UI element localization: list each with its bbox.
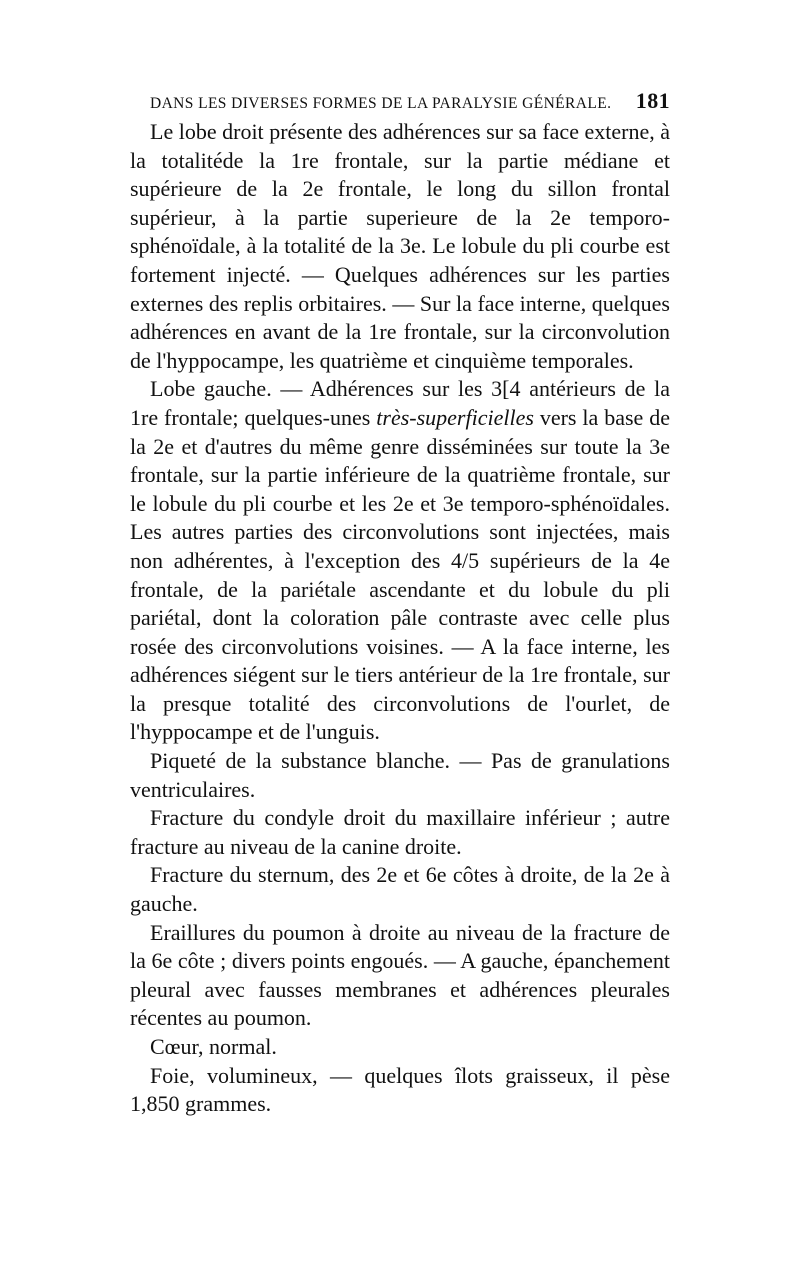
paragraph-lobe-gauche bbox=[130, 375, 670, 747]
paragraph-substance-blanche bbox=[130, 747, 670, 804]
running-header bbox=[150, 88, 670, 114]
paragraph-text: Eraillures du poumon à droite au niveau de la fracture de la 6e côte ; divers points engoués. — A gauche, épanchement pleural avec fausses membranes et adhérences pleurales récentes au poumon. bbox=[130, 919, 670, 1031]
paragraph-text: Fracture du sternum, des 2e et 6e côtes à droite, de la 2e à gauche. bbox=[130, 862, 670, 917]
paragraph-text: Cœur, normal. bbox=[150, 1034, 277, 1059]
paragraph-fracture-condyle bbox=[130, 804, 670, 861]
running-title: DANS LES DIVERSES FORMES DE LA PARALYSIE GÉNÉRALE. bbox=[150, 95, 612, 112]
paragraph-text: vers la base de la 2e et d'autres du même genre disséminées sur toute la 3e frontale, sur la partie inférieure de la quatrième frontale, sur le lobule du pli courbe et les 2e et 3e temporo-sphénoïdales. Les autres parties des circonvolutions sont injectées, mais non adhérentes, à l'exception des 4/5 supérieurs de la 4e frontale, de la pariétale ascendante et du lobule du pli pariétal, dont la coloration pâle contraste avec celle plus rosée des circonvolutions voisines. — A la face interne, les adhérences siégent sur le tiers antérieur de la 1re frontale, sur la presque totalité des circonvolutions de l'ourlet, de l'hyppocampe et de l'unguis. bbox=[130, 404, 671, 745]
paragraph-text: Le lobe droit présente des adhérences sur sa face externe, à la totalitéde la 1re frontale, sur la partie médiane et supérieure de la 2e frontale, le long du sillon frontal supérieur, à la partie superieure de la 2e temporo-sphénoïdale, à la totalité de la 3e. Le lobule du pli courbe est fortement injecté. — Quelques adhérences sur les parties externes des replis orbitaires. — Sur la face interne, quelques adhérences en avant de la 1re frontale, sur la circonvolution de l'hyppocampe, les quatrième et cinquième temporales. bbox=[130, 119, 670, 373]
paragraph-poumon bbox=[130, 919, 670, 1033]
paragraph-coeur bbox=[130, 1033, 670, 1062]
page-number: 181 bbox=[635, 88, 670, 113]
paragraph-text: Fracture du condyle droit du maxillaire inférieur ; autre fracture au niveau de la canine droite. bbox=[130, 805, 670, 859]
page-body bbox=[130, 118, 670, 1119]
paragraph-lobe-droit bbox=[130, 118, 670, 375]
paragraph-text: Foie, volumineux, — quelques îlots graisseux, il pèse 1,850 grammes. bbox=[130, 1062, 670, 1117]
paragraph-fracture-sternum bbox=[130, 861, 670, 918]
paragraph-text: Piqueté de la substance blanche. — Pas de granulations ventriculaires. bbox=[130, 748, 670, 802]
paragraph-text: Lobe gauche. — Adhérences sur les 3[4 antérieurs de la 1re frontale; quelques-unes bbox=[130, 376, 670, 430]
paragraph-foie bbox=[130, 1062, 670, 1119]
italic-phrase: très-superficielles bbox=[376, 404, 534, 430]
